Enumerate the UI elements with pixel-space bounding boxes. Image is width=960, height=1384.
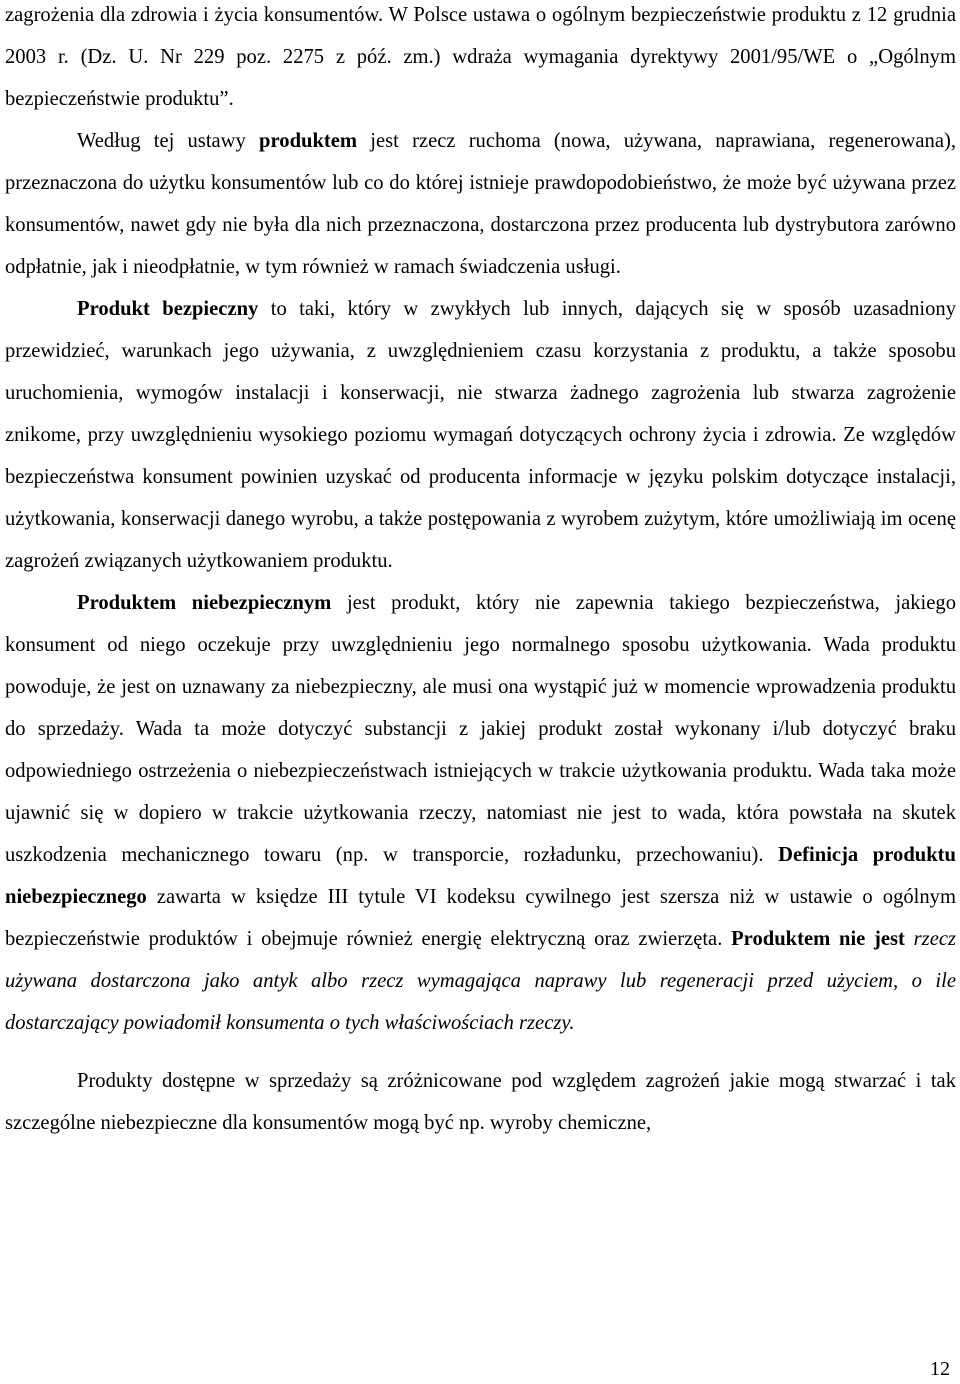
term-produktem-nie-jest: Produktem nie jest [731,928,905,950]
text-run: jest rzecz ruchoma (nowa, używana, naprawiana, regenerowana), przeznaczona do użytku konsumentów lub co do której istnieje prawdopodobieństwo, że może być używana przez konsumentów, nawet gdy nie była dla nich przeznaczona, dostarczona przez producenta lub dystrybutora zarówno odpłatnie, jak i nieodpłatnie, w tym również w ramach świadczenia usługi. [5,130,956,278]
paragraph-product-definition [5,120,956,288]
term-definicja-produktu-niebezpiecznego: Definicja produktu niebezpiecznego [5,844,956,908]
term-produkt-bezpieczny: Produkt bezpieczny [77,298,259,320]
italic-exclusion: rzecz używana dostarczona jako antyk albo rzecz wymagająca naprawy lub regeneracji przed użyciem, o ile dostarczający powiadomił konsumenta o tych właściwościach rzeczy. [5,928,956,1034]
text-run: zawarta w księdze III tytule VI kodeksu cywilnego jest szersza niż w ustawie o ogólnym bezpieczeństwie produktów i obejmuje również energię elektryczną oraz zwierzęta. [5,886,956,950]
text-run: Według tej ustawy [77,130,260,152]
term-produktem-niebezpiecznym: Produktem niebezpiecznym [77,592,332,614]
text-run: zagrożenia dla zdrowia i życia konsumentów. W Polsce ustawa o ogólnym bezpieczeństwie produktu z 12 grudnia 2003 r. (Dz. U. Nr 229 poz. 2275 z póź. zm.) wdraża wymagania dyrektywy 2001/95/WE o „Ogólnym bezpieczeństwie produktu”. [5,4,956,110]
term-produktem: produktem [259,130,358,152]
text-run [905,928,914,950]
paragraph-products-on-sale [5,1060,956,1144]
document-page [5,0,956,1144]
paragraph-safe-product [5,288,956,582]
text-run: Produkty dostępne w sprzedaży są zróżnicowane pod względem zagrożeń jakie mogą stwarzać i tak szczególne niebezpieczne dla konsumentów mogą być np. wyroby chemiczne, [5,1070,956,1134]
paragraph-intro-continuation [5,0,956,120]
text-run: jest produkt, który nie zapewnia takiego bezpieczeństwa, jakiego konsument od niego oczekuje przy uwzględnieniu jego normalnego sposobu użytkowania. Wada produktu powoduje, że jest on uznawany za niebezpieczny, ale musi ona wystąpić już w momencie wprowadzenia produktu do sprzedaży. Wada ta może dotyczyć substancji z jakiej produkt został wykonany i/lub dotyczyć braku odpowiedniego ostrzeżenia o niebezpieczeństwach istniejących w trakcie użytkowania produktu. Wada taka może ujawnić się w dopiero w trakcie użytkowania rzeczy, natomiast nie jest to wada, która powstała na skutek uszkodzenia mechanicznego towaru (np. w transporcie, rozładunku, przechowaniu). [5,592,956,866]
text-run: to taki, który w zwykłych lub innych, dających się w sposób uzasadniony przewidzieć, warunkach jego używania, z uwzględnieniem czasu korzystania z produktu, a także sposobu uruchomienia, wymogów instalacji i konserwacji, nie stwarza żadnego zagrożenia lub stwarza zagrożenie znikome, przy uwzględnieniu wysokiego poziomu wymagań dotyczących ochrony życia i zdrowia. Ze względów bezpieczeństwa konsument powinien uzyskać od producenta informacje w języku polskim dotyczące instalacji, użytkowania, konserwacji danego wyrobu, a także postępowania z wyrobem zużytym, które umożliwiają im ocenę zagrożeń związanych użytkowaniem produktu. [5,298,957,572]
page-number: 12 [930,1358,950,1380]
paragraph-dangerous-product [5,582,956,1044]
